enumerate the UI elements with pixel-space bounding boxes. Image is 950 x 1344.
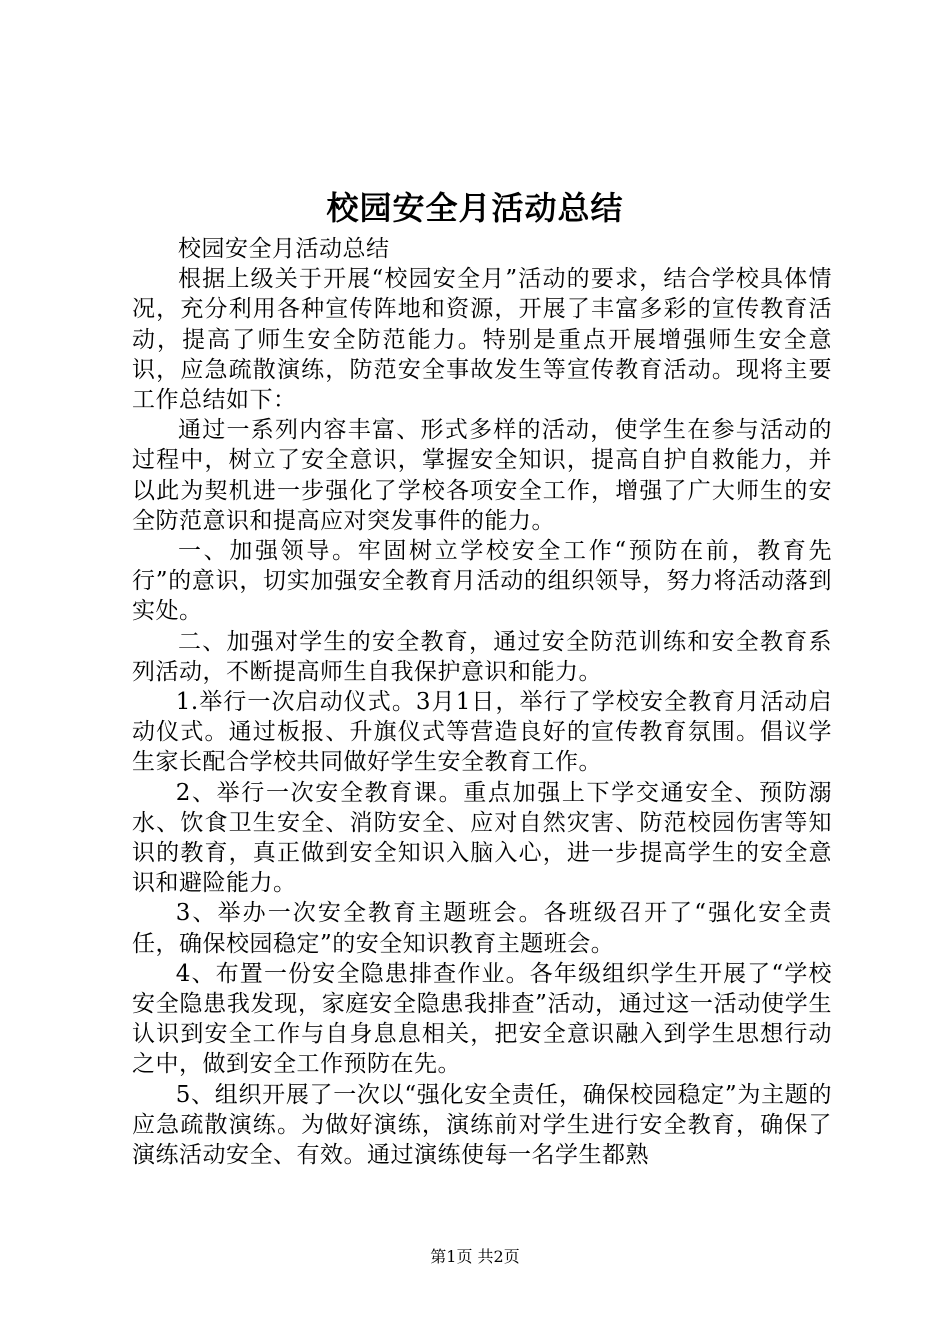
paragraph-overview: 通过一系列内容丰富、形式多样的活动，使学生在参与活动的过程中，树立了安全意识，掌握安全知识，提高自护自救能力，并以此为契机进一步强化了学校各项安全工作，增强了广大师生的安全防范意识和提高应对突发事件的能力。	[132, 417, 832, 534]
paragraph-section-2: 二、加强对学生的安全教育，通过安全防范训练和安全教育系列活动，不断提高师生自我保护意识和能力。	[132, 628, 832, 685]
document-title: 校园安全月活动总结	[326, 189, 624, 227]
page-footer: 第1页 共2页	[430, 1247, 520, 1266]
paragraph-item-4: 4、布置一份安全隐患排查作业。各年级组织学生开展了“学校安全隐患我发现，家庭安全隐患我排查”活动，通过这一活动使学生认识到安全工作与自身息息相关，把安全意识融入到学生思想行动之中，做到安全工作预防在先。	[132, 960, 832, 1078]
paragraph-item-1: 1.举行一次启动仪式。3月1日，举行了学校安全教育月活动启动仪式。通过板报、升旗仪式等营造良好的宣传教育氛围。倡议学生家长配合学校共同做好学生安全教育工作。	[132, 689, 832, 776]
paragraph-item-5: 5、组织开展了一次以“强化安全责任，确保校园稳定”为主题的应急疏散演练。为做好演练，演练前对学生进行安全教育，确保了演练活动安全、有效。通过演练使每一名学生都熟	[132, 1081, 832, 1169]
paragraph-subtitle: 校园安全月活动总结	[178, 236, 390, 262]
paragraph-intro: 根据上级关于开展“校园安全月”活动的要求，结合学校具体情况，充分利用各种宣传阵地和资源，开展了丰富多彩的宣传教育活动，提高了师生安全防范能力。特别是重点开展增强师生安全意识，应急疏散演练，防范安全事故发生等宣传教育活动。现将主要工作总结如下：	[132, 266, 832, 414]
paragraph-item-2: 2、举行一次安全教育课。重点加强上下学交通安全、预防溺水、饮食卫生安全、消防安全、应对自然灾害、防范校园伤害等知识的教育，真正做到安全知识入脑入心，进一步提高学生的安全意识和避险能力。	[132, 779, 832, 897]
paragraph-section-1: 一、加强领导。牢固树立学校安全工作“预防在前，教育先行”的意识，切实加强安全教育月活动的组织领导，努力将活动落到实处。	[132, 538, 832, 625]
paragraph-item-3: 3、举办一次安全教育主题班会。各班级召开了“强化安全责任，确保校园稳定”的安全知识教育主题班会。	[132, 900, 832, 957]
document-body	[132, 234, 832, 1170]
